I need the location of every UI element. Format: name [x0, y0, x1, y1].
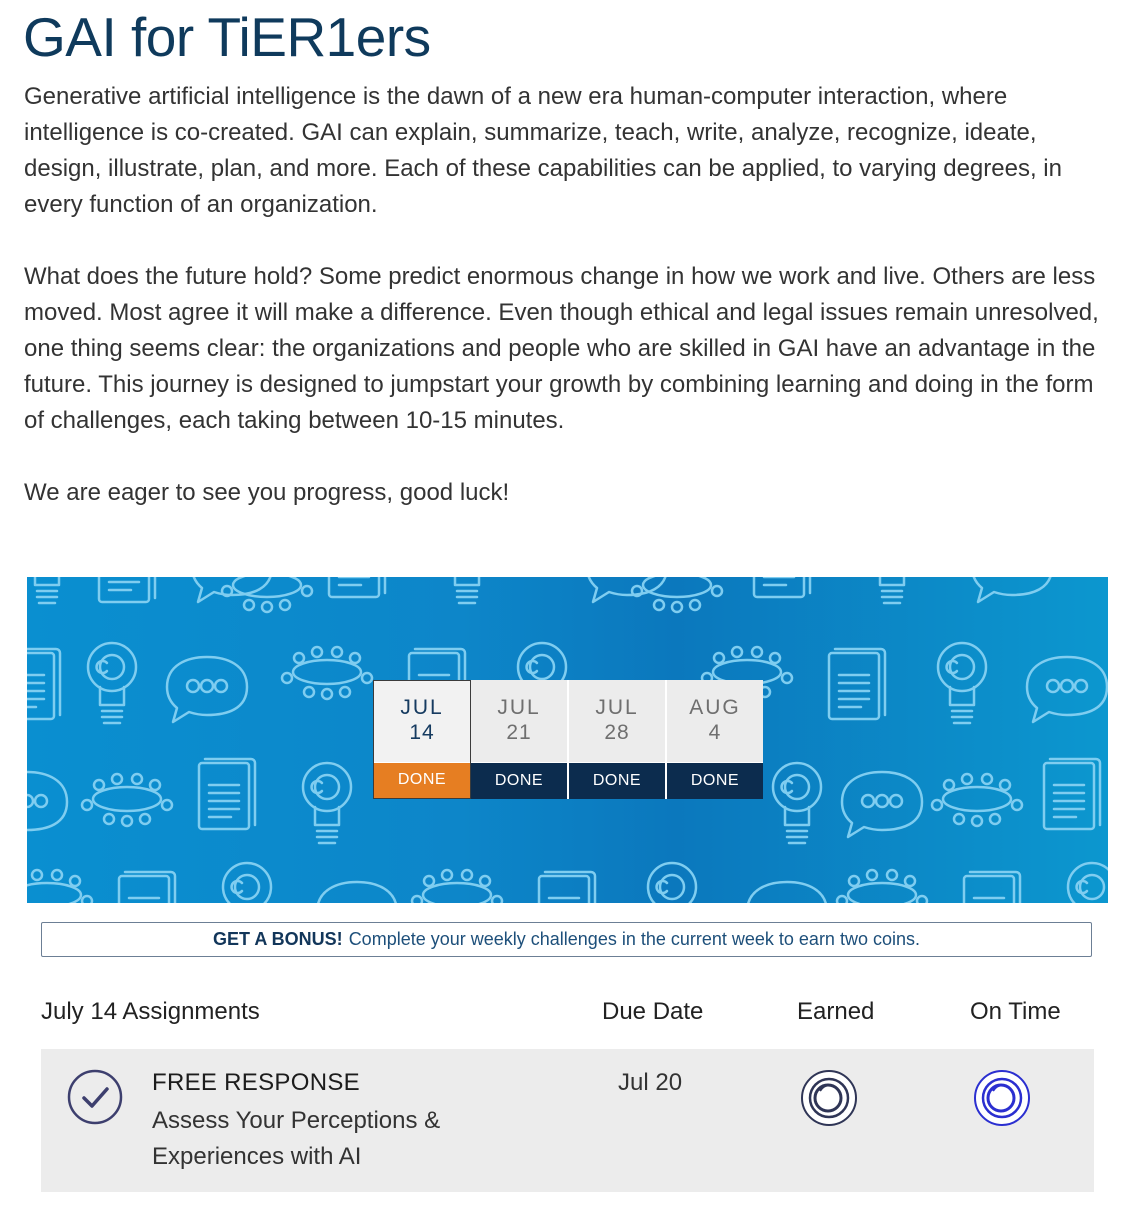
- check-circle-icon: [67, 1069, 123, 1125]
- due-date-header: Due Date: [602, 998, 704, 1025]
- earned-header: Earned: [797, 998, 875, 1025]
- week-status-badge: DONE: [569, 762, 665, 799]
- assignment-due-date: Jul 20: [618, 1069, 683, 1096]
- week-day: 14: [409, 721, 435, 745]
- week-tab-jul-28[interactable]: [569, 680, 667, 799]
- bonus-banner: [41, 922, 1092, 957]
- week-tab-jul-14[interactable]: [373, 680, 471, 799]
- week-month: JUL: [400, 696, 444, 720]
- page-title: GAI for TiER1ers: [23, 6, 431, 68]
- assignment-type: FREE RESPONSE: [152, 1069, 360, 1096]
- intro-text: [24, 79, 1114, 547]
- week-date: [471, 680, 567, 762]
- earned-coin-icon: [800, 1069, 858, 1127]
- assignment-row[interactable]: [41, 1049, 1094, 1192]
- assignments-header: July 14 Assignments: [41, 998, 260, 1025]
- week-selector: [373, 680, 763, 799]
- week-date: [374, 681, 470, 762]
- assignment-title-link[interactable]: Assess Your Perceptions & Experiences with AI: [152, 1107, 441, 1170]
- intro-paragraph-1: Generative artificial intelligence is the dawn of a new era human-computer interaction, where intelligence is co-created. GAI can explain, summarize, teach, write, analyze, recognize, ideate, design, illustrate, plan, and more. Each of these capabilities can be applied, to varying degrees, in every function of an organization.: [24, 83, 1062, 218]
- on-time-coin-icon: [973, 1069, 1031, 1127]
- bonus-text: Complete your weekly challenges in the current week to earn two coins.: [348, 929, 920, 949]
- week-day: 28: [604, 721, 630, 744]
- intro-paragraph-2: What does the future hold? Some predict enormous change in how we work and live. Others are less moved. Most agree it will make a difference. Even though ethical and legal issues remain unresolved, one thing seems clear: the organizations and people who are skilled in GAI have an advantage in the future. This journey is designed to jumpstart your growth by combining learning and doing in the form of challenges, each taking between 10-15 minutes.: [24, 263, 1099, 434]
- week-month: JUL: [595, 696, 639, 719]
- week-tab-jul-21[interactable]: [471, 680, 569, 799]
- week-date: [667, 680, 763, 762]
- week-day: 21: [506, 721, 532, 744]
- week-day: 4: [708, 721, 722, 744]
- week-month: JUL: [497, 696, 541, 719]
- week-tab-aug-4[interactable]: [667, 680, 763, 799]
- intro-paragraph-3: We are eager to see you progress, good luck!: [24, 479, 510, 506]
- on-time-header: On Time: [970, 998, 1061, 1025]
- bonus-label: GET A BONUS!: [213, 929, 343, 949]
- week-status-badge: DONE: [667, 762, 763, 799]
- week-month: AUG: [689, 696, 741, 719]
- week-status-badge: DONE: [471, 762, 567, 799]
- week-status-badge: DONE: [374, 762, 470, 798]
- week-date: [569, 680, 665, 762]
